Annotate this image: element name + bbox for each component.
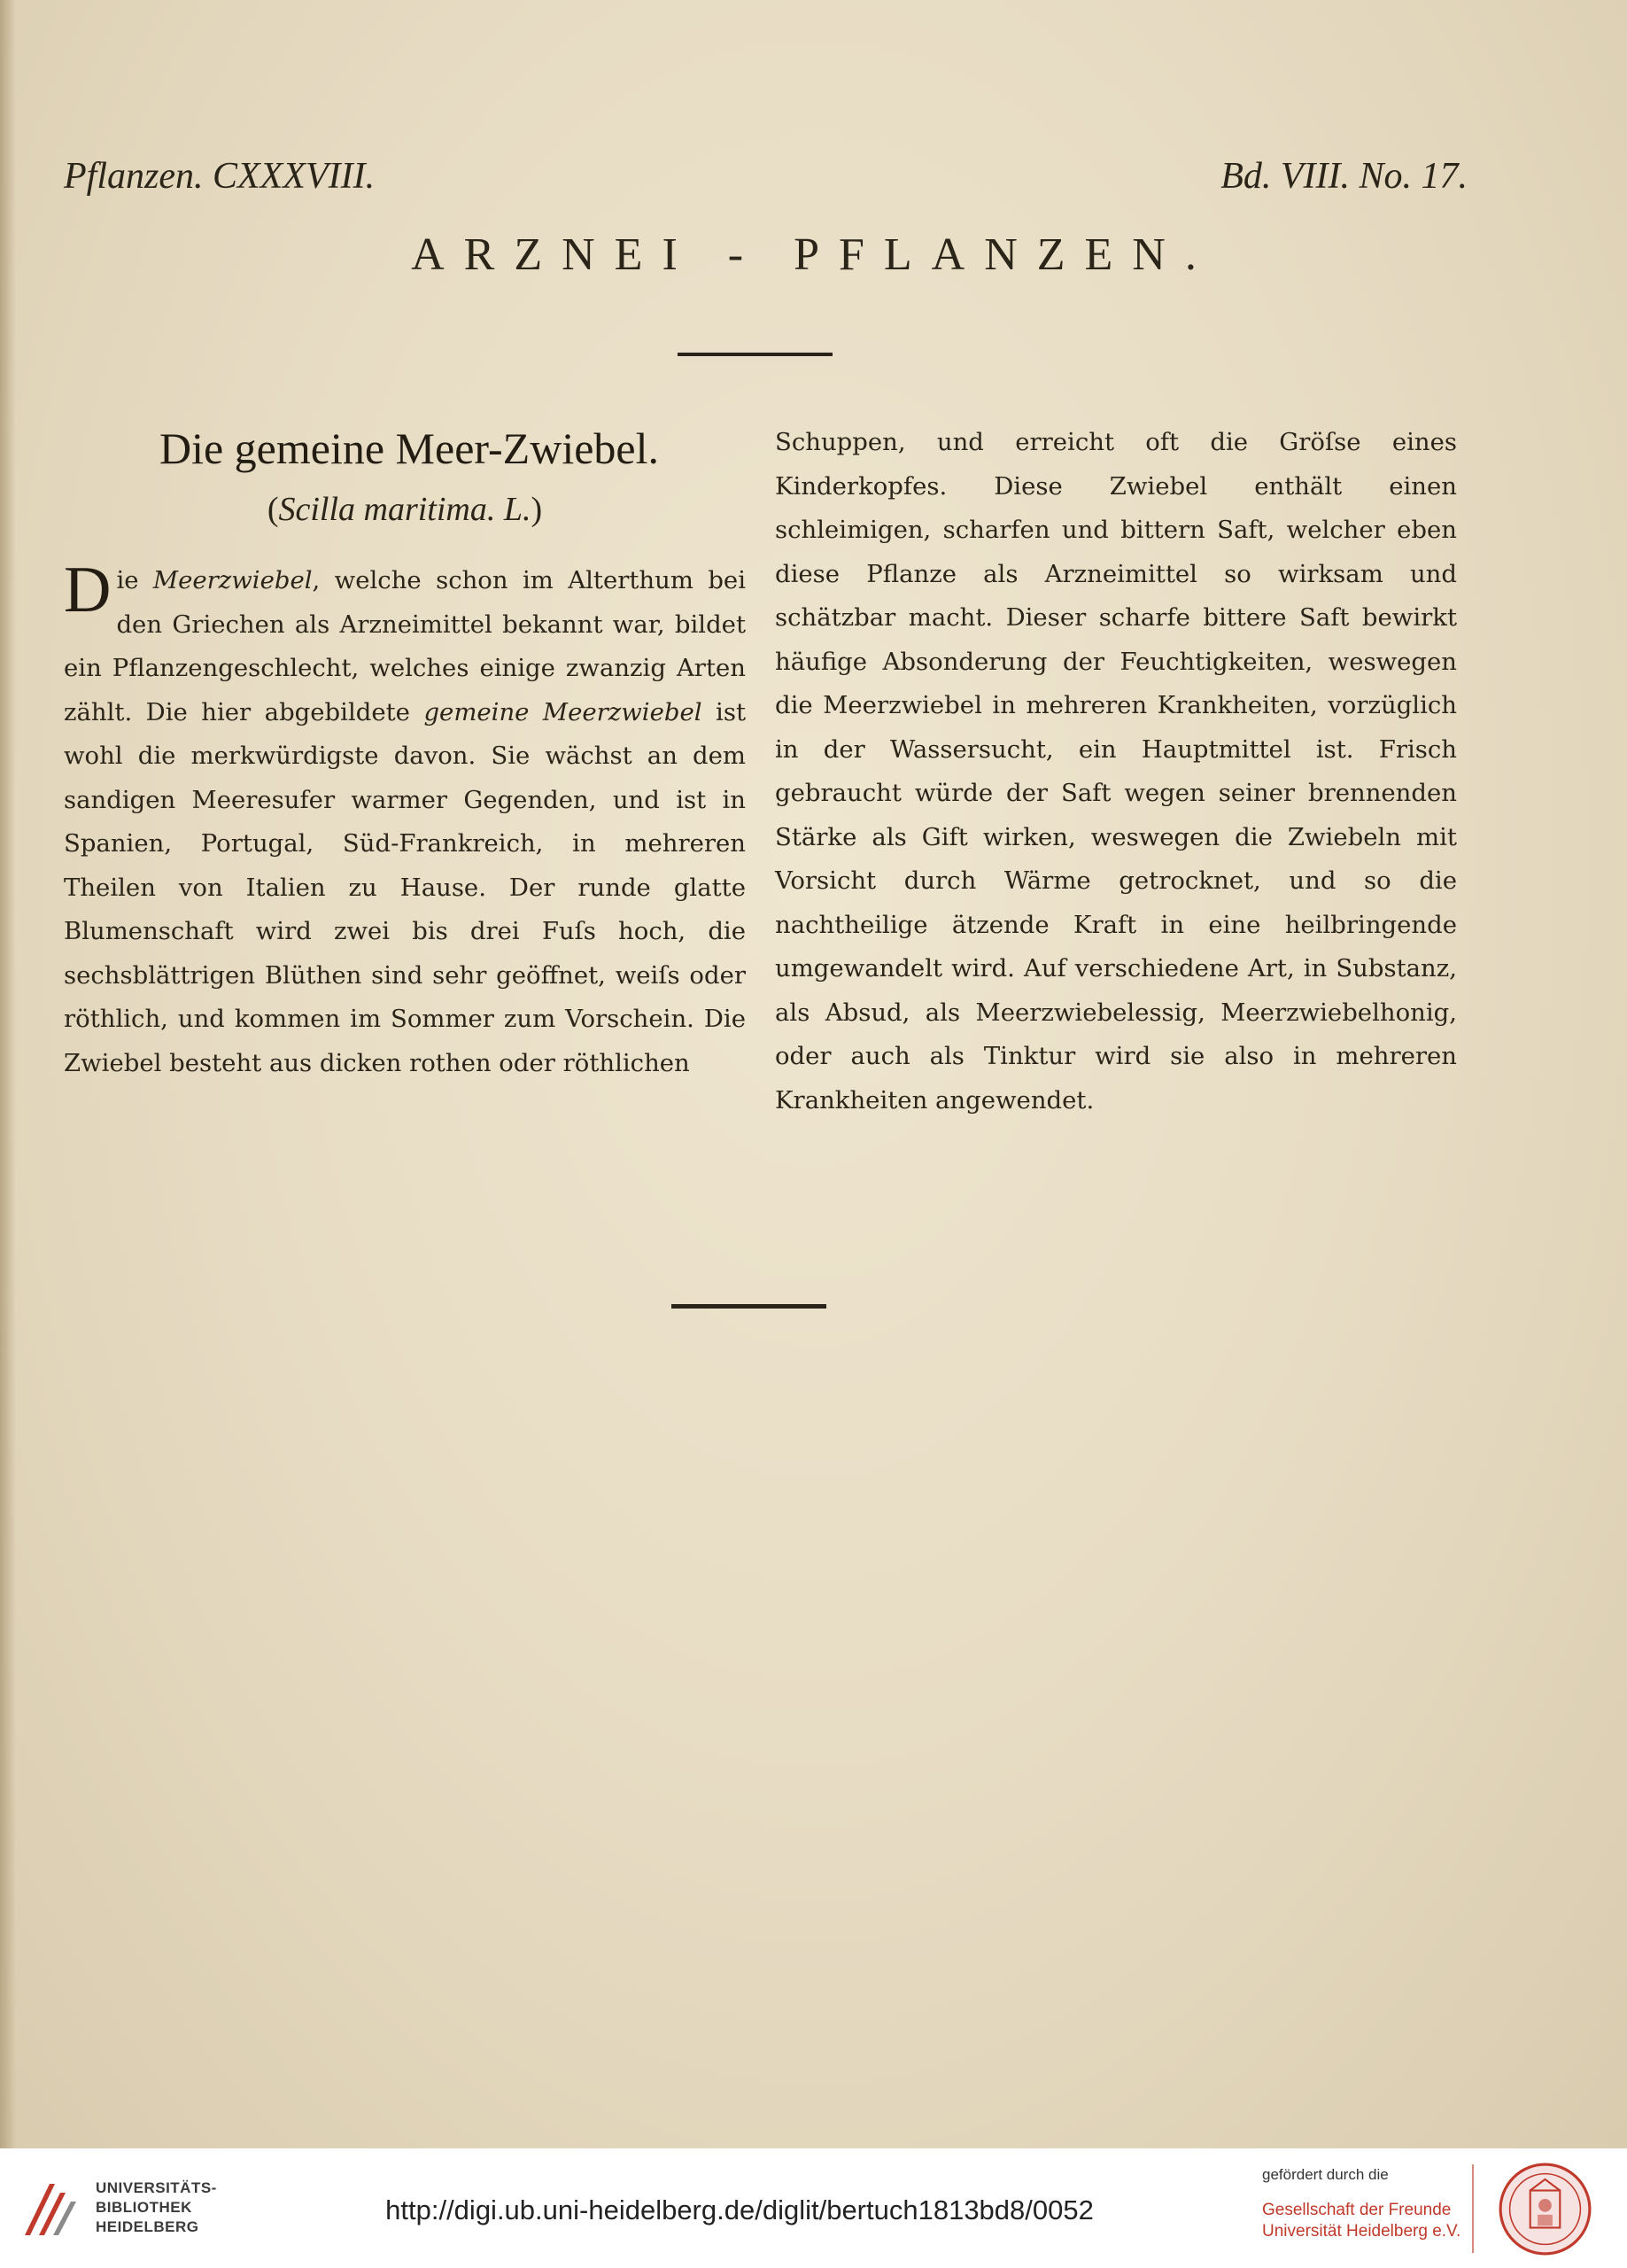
header-section-label: Pflanzen. CXXXVIII. (64, 156, 376, 197)
latin-name: Scilla maritima. L. (278, 491, 531, 528)
top-divider (678, 353, 833, 356)
paragraph-text-c: ist wohl die merkwürdigste davon. Sie wächst an dem sandigen Meeresufer warmer Gegenden, und ist in Spanien, Portugal, Süd-Frankreich, in mehreren Theilen von Italien zu Hause. Der runde glatte Blumenschaft wird zwei bis drei Fuſs hoch, die sechsblättrigen Blüthen sind sehr geöffnet, weiſs oder röthlich, und kommen im Sommer zum Vorschein. Die Zwiebel besteht aus dicken rothen oder röthlichen (64, 697, 747, 1077)
library-name-line: BIBLIOTHEK (96, 2199, 192, 2216)
header-volume-number: Bd. VIII. No. 17. (1220, 156, 1468, 197)
sponsor-name-line: Universität Heidelberg e.V. (1262, 2222, 1461, 2241)
sponsor-name (1262, 2200, 1460, 2242)
article-paragraph-2: Schuppen, und erreicht oft die Gröſse eines Kinderkopfes. Diese Zwiebel enthält einen schleimigen, scharfen und bittern Saft, welcher eben diese Pflanze als Arzneimittel so wirksam und schätzbar macht. Dieser scharfe bittere Saft bewirkt häufige Absonderung der Feuchtigkeiten, weswegen die Meerzwiebel in mehreren Krankheiten, vorzüglich in der Wassersucht, ein Hauptmittel ist. Frisch gebraucht würde der Saft wegen seiner brennenden Stärke als Gift wirken, weswegen die Zwiebeln mit Vorsicht durch Wärme getrocknet, und so die nachtheilige ätzende Kraft in eine heilbringende umgewandelt wird. Auf verschiedene Art, in Substanz, als Absud, als Meerzwiebelessig, Meerzwiebelhonig, oder auch als Tinktur wird sie also in mehreren Krankheiten angewendet. (775, 428, 1457, 1115)
bottom-divider (671, 1304, 826, 1309)
library-name (96, 2179, 217, 2237)
running-header (64, 155, 1468, 208)
paragraph-emphasis-1: Meerzwiebel (152, 566, 313, 594)
sponsor-name-line: Gesellschaft der Freunde (1262, 2201, 1452, 2219)
page-title: ARZNEI - PFLANZEN. (411, 229, 1216, 280)
footer-bar (0, 2148, 1627, 2268)
subtitle-paren-open: ( (267, 491, 279, 528)
article-paragraph-1 (64, 554, 747, 1085)
left-column (64, 421, 746, 1085)
permalink-url[interactable]: http://digi.ub.uni-heidelberg.de/diglit/bertuch1813bd8/0052 (385, 2194, 1094, 2225)
university-seal-icon (1499, 2163, 1592, 2256)
sponsor-label: gefördert durch die (1262, 2166, 1389, 2183)
right-column (775, 421, 1457, 1122)
drop-cap: D (64, 554, 112, 626)
article-title: Die gemeine Meer-Zwiebel. (159, 423, 659, 473)
library-name-line: HEIDELBERG (96, 2218, 199, 2235)
paragraph-emphasis-2: gemeine Meerzwiebel (423, 697, 702, 726)
footer-divider (1472, 2164, 1474, 2253)
library-name-line: UNIVERSITÄTS- (96, 2179, 217, 2196)
article-subtitle (64, 486, 746, 532)
university-library-logo-icon (19, 2177, 81, 2241)
paragraph-text-a: ie (116, 566, 153, 594)
subtitle-paren-close: ) (531, 491, 543, 528)
paragraph-text-b: , welche schon im Alterthum bei den Griechen als Arzneimittel bekannt war, bildet ein Pflanzengeschlecht, welches einige zwanzig Arten zählt. Die hier abgebildete (64, 566, 746, 726)
